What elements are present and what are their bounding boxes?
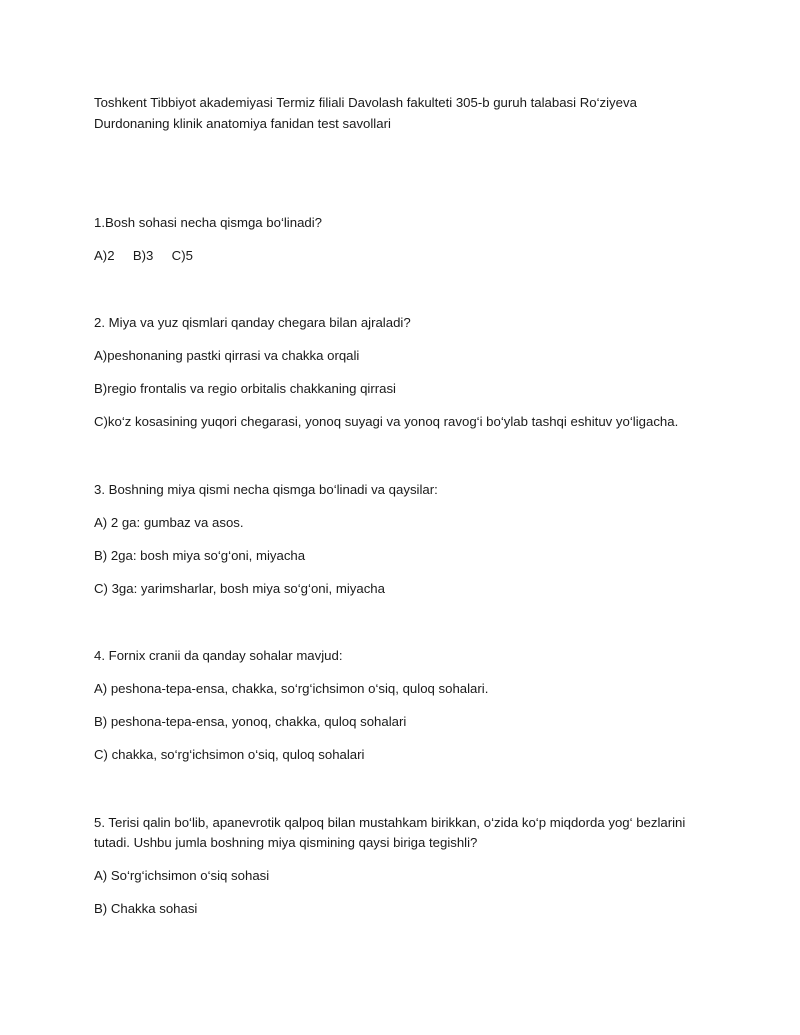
question-2-option-b: B)regio frontalis va regio orbitalis chakkaning qirrasi [94, 381, 396, 396]
question-1-options: A)2 B)3 C)5 [94, 248, 193, 263]
question-5-text-line-2: tutadi. Ushbu jumla boshning miya qismining qaysi biriga tegishli? [94, 835, 478, 850]
question-2-option-a: A)peshonaning pastki qirrasi va chakka orqali [94, 348, 360, 363]
question-3-option-b: B) 2ga: bosh miya so‘g‘oni, miyacha [94, 548, 306, 563]
question-4-option-a: A) peshona-tepa-ensa, chakka, so‘rg‘ichsimon o‘siq, quloq sohalari. [94, 681, 489, 696]
question-5-option-b: B) Chakka sohasi [94, 901, 198, 916]
question-4-option-b: B) peshona-tepa-ensa, yonoq, chakka, quloq sohalari [94, 714, 407, 729]
question-2-text: 2. Miya va yuz qismlari qanday chegara bilan ajraladi? [94, 315, 411, 330]
question-5-text-line-1: 5. Terisi qalin bo‘lib, apanevrotik qalpoq bilan mustahkam birikkan, o‘zida ko‘p miqdorda yog‘ bezlarini [94, 815, 686, 830]
question-3-text: 3. Boshning miya qismi necha qismga bo‘linadi va qaysilar: [94, 482, 438, 497]
question-1-text: 1.Bosh sohasi necha qismga bo‘linadi? [94, 215, 322, 230]
question-4-option-c: C) chakka, so‘rg‘ichsimon o‘siq, quloq sohalari [94, 747, 365, 762]
question-2-option-c: C)ko‘z kosasining yuqori chegarasi, yonoq suyagi va yonoq ravog‘i bo‘ylab tashqi eshituv yo‘ligacha. [94, 414, 679, 429]
document-title-line-2: Durdonaning klinik anatomiya fanidan test savollari [94, 116, 391, 131]
question-3-option-c: C) 3ga: yarimsharlar, bosh miya so‘g‘oni, miyacha [94, 581, 385, 596]
question-4-text: 4. Fornix cranii da qanday sohalar mavjud: [94, 648, 343, 663]
document-title-line-1: Toshkent Tibbiyot akademiyasi Termiz filiali Davolash fakulteti 305-b guruh talabasi Ro‘ziyeva [94, 95, 637, 110]
question-3-option-a: A) 2 ga: gumbaz va asos. [94, 515, 244, 530]
question-5-option-a: A) So‘rg‘ichsimon o‘siq sohasi [94, 868, 270, 883]
